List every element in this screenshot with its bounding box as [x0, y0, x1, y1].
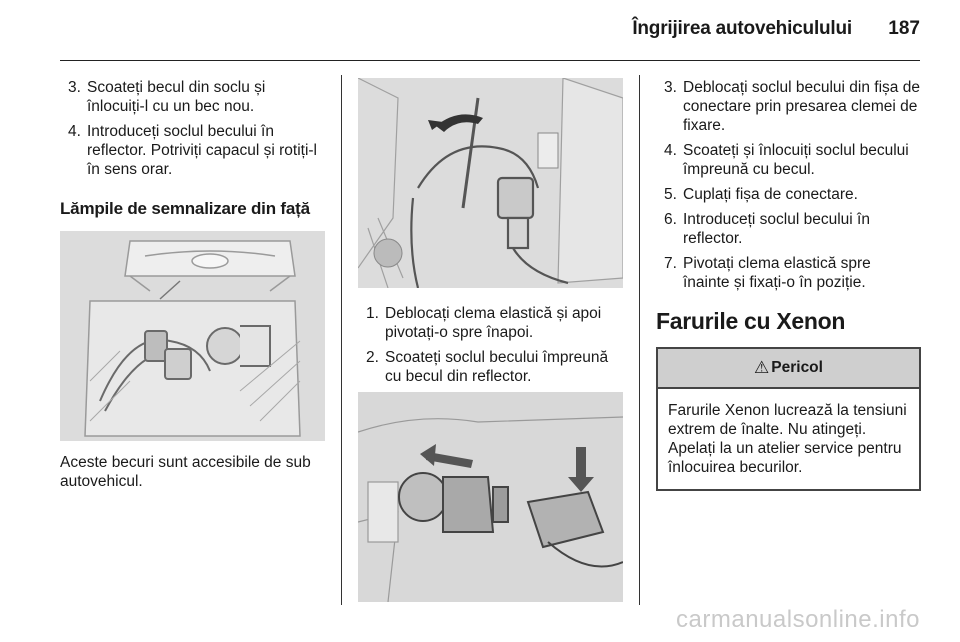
steps-list — [358, 304, 623, 386]
bulb-socket-illustration — [358, 392, 623, 602]
danger-text: Farurile Xenon lucrează la tensiuni extrem de înalte. Nu atingeți. Apelați la un atelier service pentru înlocuirea becurilor. — [668, 402, 907, 476]
front-signal-illustration — [60, 231, 325, 441]
list-item: 7. Pivotați clema elastică spre înainte și fixați-o în poziție. — [664, 255, 871, 291]
spring-clip-illustration — [358, 78, 623, 288]
access-note: Aceste becuri sunt accesibile de sub autovehicul. — [60, 454, 311, 490]
column-divider — [639, 75, 640, 605]
list-item: 2. Scoateți soclul becului împreună cu becul din reflector. — [366, 349, 609, 385]
column-left — [60, 78, 325, 491]
page-header — [60, 0, 920, 61]
page-number: 187 — [888, 18, 920, 39]
danger-box — [656, 347, 921, 491]
watermark: carmanualsonline.info — [676, 606, 920, 633]
section-title: Îngrijirea autovehiculului — [632, 18, 852, 39]
list-item: 3. Deblocați soclul becului din fișa de conectare prin presarea clemei de fixare. — [664, 79, 920, 134]
danger-title: Pericol — [771, 359, 823, 376]
list-item: 1. Deblocați clema elastică și apoi pivotați-o spre înapoi. — [366, 305, 602, 341]
subheading-front-signals: Lămpile de semnalizare din față — [60, 199, 310, 218]
column-right — [656, 78, 921, 491]
column-divider — [341, 75, 342, 605]
warning-triangle-icon: ⚠ — [754, 358, 770, 377]
list-item: 6. Introduceți soclul becului în reflector. — [664, 211, 870, 247]
list-item: 3. Scoateți becul din soclu și înlocuiți-l cu un bec nou. — [68, 79, 266, 115]
steps-list — [656, 78, 921, 292]
list-item: 5. Cuplați fișa de conectare. — [664, 186, 858, 203]
column-middle — [358, 78, 623, 602]
heading-xenon: Farurile cu Xenon — [656, 308, 846, 334]
list-item: 4. Introduceți soclul becului în reflector. Potriviți capacul și rotiți-l în sens orar. — [68, 123, 317, 178]
steps-list — [60, 78, 325, 179]
danger-header — [658, 349, 919, 389]
list-item: 4. Scoateți și înlocuiți soclul becului împreună cu becul. — [664, 142, 909, 178]
